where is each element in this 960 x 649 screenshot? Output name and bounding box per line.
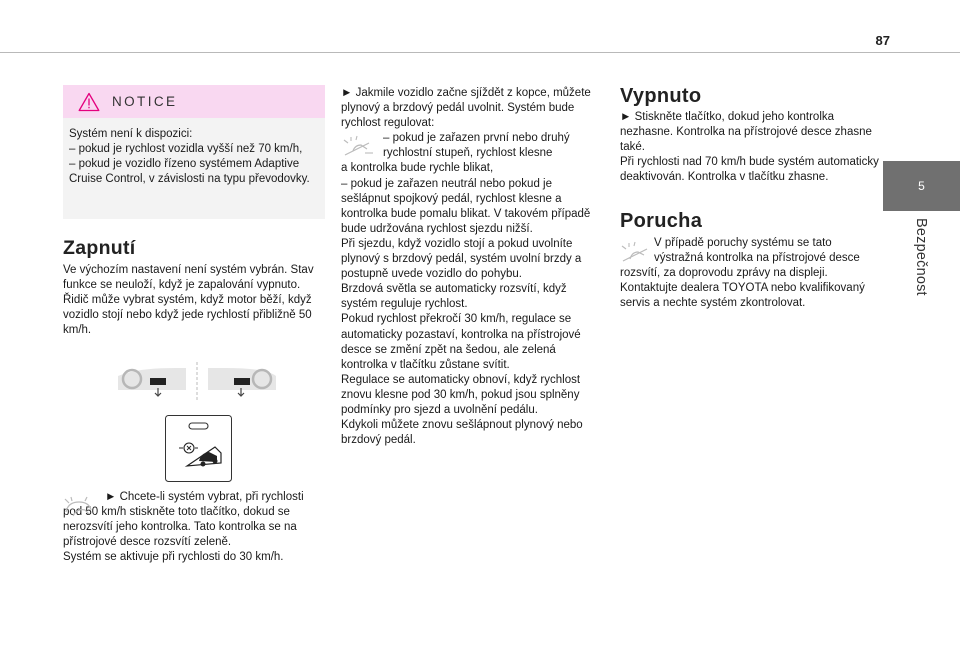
warning-triangle-icon	[78, 92, 100, 112]
porucha-text-rest: rozsvítí, za doprovodu zprávy na displeji. Kontaktujte dealera TOYOTA nebo kvalifikovaný servis a nechte systém zkontrolovat.	[620, 267, 865, 310]
heading-porucha: Porucha	[620, 210, 703, 232]
porucha-text-first: V případě poruchy systému se tato výstražná kontrolka na přístrojové desce	[654, 237, 860, 265]
col2-text-top: ► Jakmile vozidlo začne sjíždět z kopce, můžete plynový a brzdový pedál uvolnit. Systém bude rychlost regulovat:	[341, 87, 591, 130]
indicator-lamp-icon	[63, 496, 95, 518]
chapter-tab[interactable]	[883, 161, 960, 211]
col2-indent-text: – pokud je zařazen první nebo druhý rychlostní stupeň, rychlost klesne	[383, 132, 570, 160]
chapter-number: 5	[918, 179, 925, 193]
top-rule	[0, 52, 960, 53]
warning-lamp-icon	[620, 241, 652, 265]
notice-text: Systém není k dispozici: – pokud je rychlost vozidla vyšší než 70 km/h, – pokud je vozidlo řízeno systémem Adaptive Cruise Control, v závislosti na typu převodovky.	[69, 128, 310, 186]
hdc-button-icon[interactable]	[165, 415, 232, 482]
hdc-lamp-icon	[341, 135, 375, 159]
zapnuti-text: Ve výchozím nastavení není systém vybrán. Stav funkce se neuloží, když je zapalování vypnuto. Řidič může vybrat systém, když motor běží, když vozidlo stojí nebo když jede rychlostí přibližně 50 km/h.	[63, 264, 314, 337]
notice-box	[63, 85, 325, 219]
notice-title: NOTICE	[112, 94, 178, 109]
zapnuti-instruction: ► Chcete-li systém vybrat, při rychlosti pod 50 km/h stiskněte toto tlačítko, dokud se nerozsvítí jeho kontrolka. Tato kontrolka se na přístrojové desce rozsvítí zeleně. Systém se aktivuje při rychlosti do 30 km/h.	[63, 491, 304, 564]
heading-vypnuto: Vypnuto	[620, 85, 702, 107]
heading-zapnuti: Zapnutí	[63, 237, 136, 259]
page-number: 87	[875, 33, 890, 48]
vypnuto-text: ► Stiskněte tlačítko, dokud jeho kontrolka nezhasne. Kontrolka na přístrojové desce zhasne také. Při rychlosti nad 70 km/h bude systém automaticky deaktivován. Kontrolka v tlačítku zhasne.	[620, 111, 879, 184]
notice-header	[63, 85, 325, 118]
chapter-title: Bezpečnost	[913, 218, 929, 296]
col2-text-rest: a kontrolka bude rychle blikat, – pokud je zařazen neutrál nebo pokud je sešlápnut spojkový pedál, rychlost klesne a kontrolka bude pomalu blikat. V takovém případě bude udržována rychlost sjezdu nižší. Při sjezdu, když vozidlo stojí a pokud uvolníte plynový s brzdový pedál, systém uvolní brzdy a postupně uvede vozidlo do pohybu. Brzdová světla se automaticky rozsvítí, když systém reguluje rychlost. Pokud rychlost překročí 30 km/h, regulace se automaticky pozastaví, kontrolka na přístrojové desce se změní zpět na šedou, ale zelená kontrolka v tlačítku zůstane svítit. Regulace se automaticky obnoví, když rychlost znovu klesne pod 30 km/h, pokud jsou splněny podmínky pro sjezd a uvolnění pedálu. Kdykoli můžete znovu sešlápnout plynový nebo brzdový pedál.	[341, 162, 591, 447]
chapter-label	[911, 218, 929, 348]
dashboard-location-icon	[116, 360, 278, 402]
